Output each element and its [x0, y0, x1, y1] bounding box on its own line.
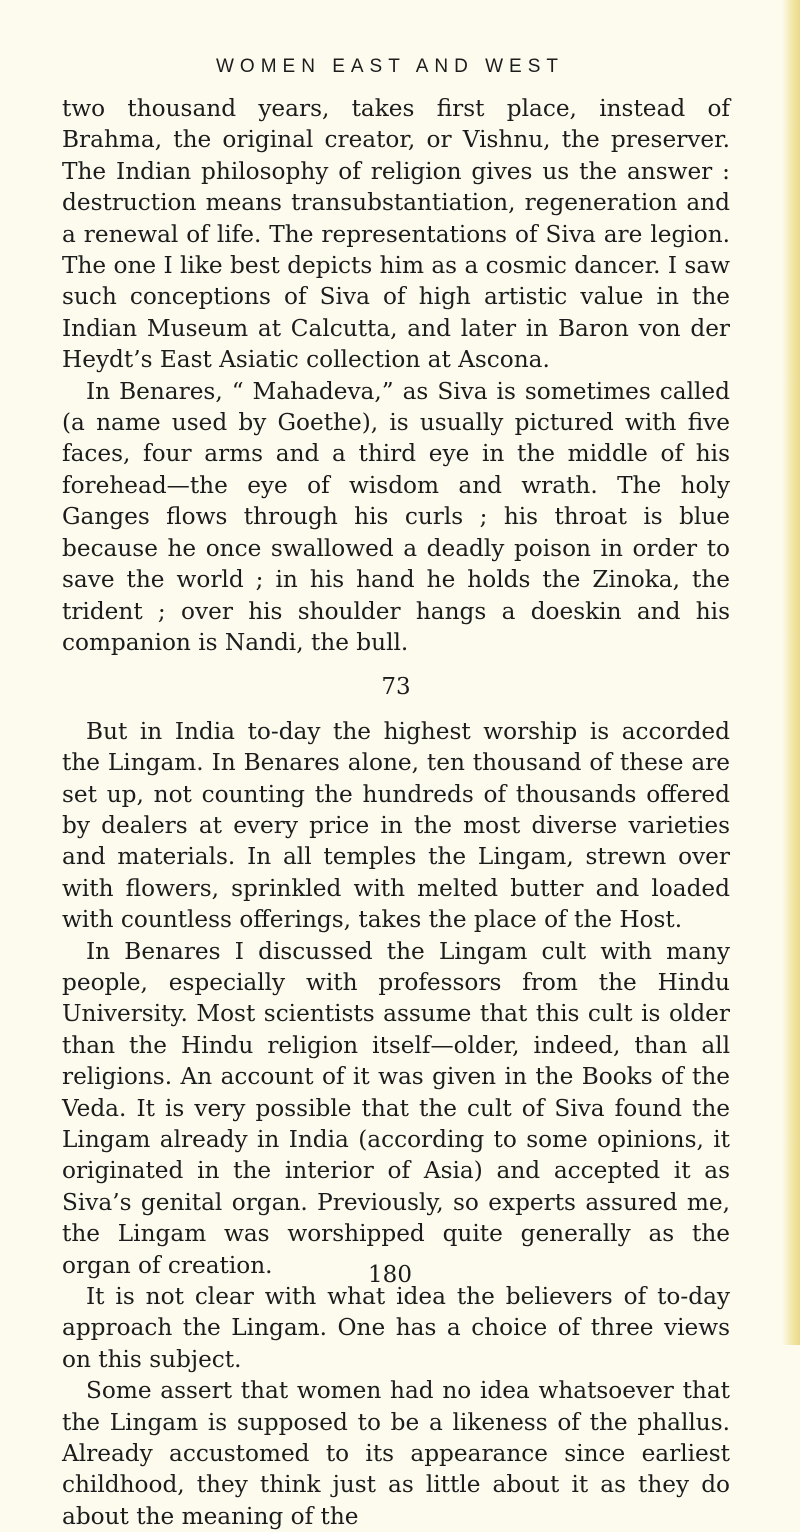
- paragraph: Some assert that women had no idea whatsoever that the Lingam is supposed to be a likeness of the phallus. Already accustomed to its appearance since earliest childhood, they think just as little about it as they do about the meaning of the: [62, 1377, 730, 1530]
- page-edge: [782, 0, 800, 1345]
- paragraph: It is not clear with what idea the believers of to-day approach the Lingam. One has a choice of three views on this subject.: [62, 1283, 730, 1373]
- paragraph: But in India to-day the highest worship is accorded the Lingam. In Benares alone, ten thousand of these are set up, not counting the hundreds of thousands offered by dealers at every price in the most diverse varieties and materials. In all temples the Lingam, strewn over with flowers, sprinkled with melted butter and loaded with countless offerings, takes the place of the Host.: [62, 717, 730, 934]
- running-head: WOMEN EAST AND WEST: [215, 56, 564, 77]
- page-number: 180: [368, 1262, 412, 1288]
- section-number: 73: [381, 674, 411, 701]
- body-text: [62, 93, 730, 1532]
- paragraph: two thousand years, takes first place, instead of Brahma, the original creator, or Vishnu, the preserver. The Indian philosophy of religion gives us the answer : destruction means transubstantiation, regeneration and a renewal of life. The representations of Siva are legion. The one I like best depicts him as a cosmic dancer. I saw such conceptions of Siva of high artistic value in the Indian Museum at Calcutta, and later in Baron von der Heydt’s East Asiatic collection at Ascona.: [62, 95, 730, 374]
- paragraph: In Benares, “ Mahadeva,” as Siva is sometimes called (a name used by Goethe), is usually pictured with five faces, four arms and a third eye in the middle of his forehead—the eye of wisdom and wrath. The holy Ganges flows through his curls ; his throat is blue because he once swallowed a deadly poison in order to save the world ; in his hand he holds the Zinoka, the trident ; over his shoulder hangs a doeskin and his companion is Nandi, the bull.: [62, 377, 730, 656]
- paragraph: In Benares I discussed the Lingam cult with many people, especially with professors from the Hindu University. Most scientists assume that this cult is older than the Hindu religion itself—older, indeed, than all religions. An account of it was given in the Books of the Veda. It is very possible that the cult of Siva found the Lingam already in India (according to some opinions, it originated in the interior of Asia) and accepted it as Siva’s genital organ. Previously, so experts assured me, the Lingam was worshipped quite generally as the organ of creation.: [62, 937, 730, 1279]
